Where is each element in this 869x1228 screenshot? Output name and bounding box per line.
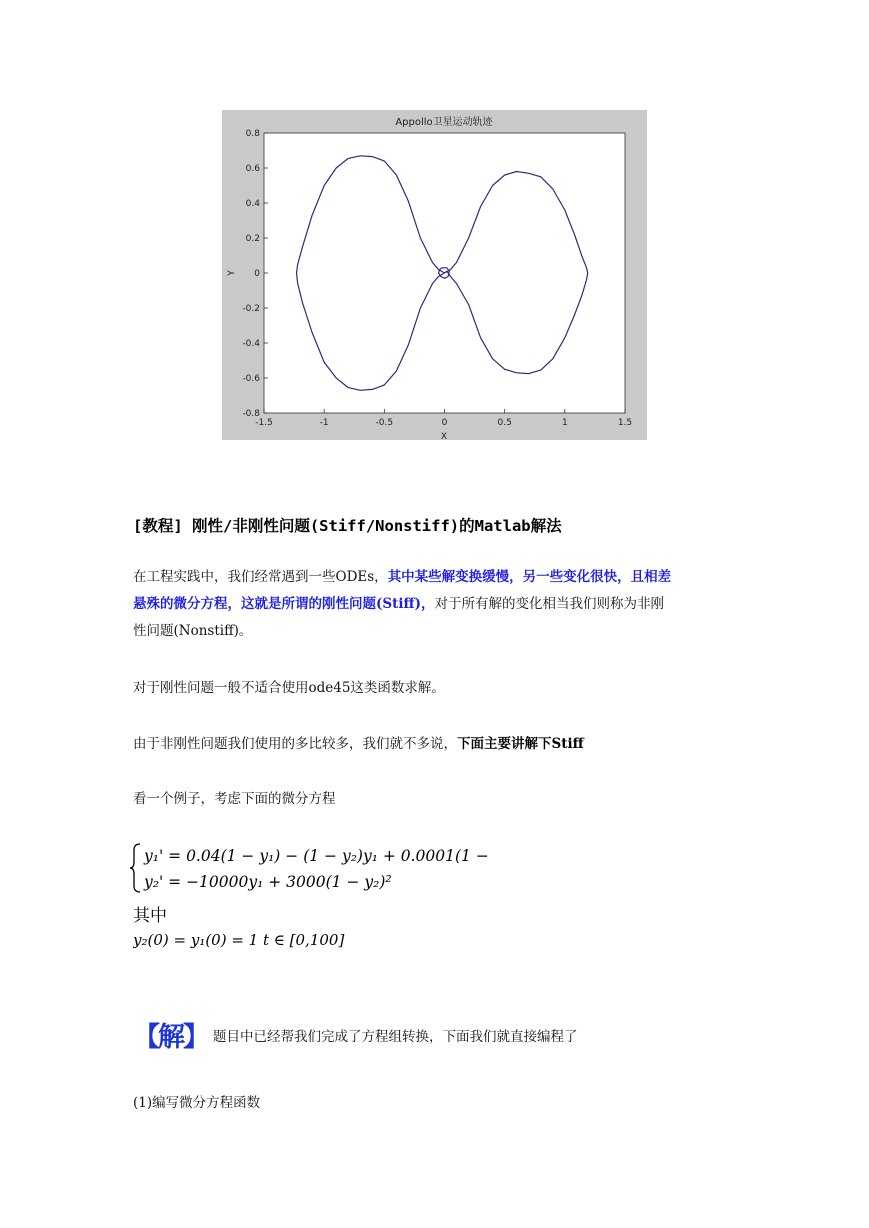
y-tick-label: 0.6 — [245, 164, 260, 174]
condition-svg — [133, 928, 393, 952]
x-tick-label: -1.5 — [255, 418, 273, 428]
intro-line-2 — [133, 591, 743, 618]
intro-line-3: 性问题(Nonstiff)。 — [133, 623, 253, 639]
paragraph-stiff-intro — [133, 564, 743, 645]
solution-mark: 【解】 — [133, 1022, 208, 1053]
chart-title: Appollo卫星运动轨迹 — [395, 117, 493, 128]
y-axis-label: Y — [227, 270, 237, 276]
intro-highlight-2: 悬殊的微分方程，这就是所谓的刚性问题(Stiff)， — [133, 596, 435, 612]
step-1: (1)编写微分方程函数 — [133, 1095, 261, 1111]
x-axis-label: X — [440, 432, 448, 440]
x-tick-label: 1 — [561, 418, 568, 428]
intro-line-1 — [133, 564, 743, 591]
y-tick-label: -0.4 — [242, 339, 260, 349]
paragraph-ode45: 对于刚性问题一般不适合使用ode45这类函数求解。 — [133, 680, 445, 696]
initial-condition — [133, 928, 393, 956]
left-brace-icon — [130, 844, 140, 892]
trajectory-figure — [222, 110, 647, 440]
equation-brace-svg — [130, 840, 490, 896]
paragraph-example: 看一个例子，考虑下面的微分方程 — [133, 791, 336, 807]
equation-2: y₂' = −10000y₁ + 3000(1 − y₂)² — [144, 873, 392, 891]
x-tick-label: 0.5 — [497, 418, 512, 428]
intro-highlight: 其中某些解变换缓慢，另一些变化很快，且相差 — [387, 569, 672, 585]
equation-system — [130, 840, 490, 900]
y-tick-label: 0.8 — [245, 129, 260, 139]
condition-text: y₂(0) = y₁(0) = 1 t ∈ [0,100] — [133, 931, 345, 949]
intro-text-2: 对于所有解的变化相当我们则称为非刚 — [434, 596, 664, 612]
trajectory-chart — [222, 110, 647, 440]
y-tick-label: -0.6 — [242, 374, 260, 384]
y-tick-label: -0.8 — [242, 409, 260, 419]
x-tick-label: -0.5 — [375, 418, 394, 428]
equation-1: y₁' = 0.04(1 − y₁) − (1 − y₂)y₁ + 0.0001(1 − y₂)² — [144, 847, 490, 865]
y-tick-label: 0 — [254, 269, 260, 279]
y-tick-label: -0.2 — [242, 304, 260, 314]
y-tick-label: 0.4 — [245, 199, 260, 209]
x-tick-label: 1.5 — [617, 418, 633, 428]
paragraph-nonstiff — [133, 731, 584, 758]
solution-text: 题目中已经帮我们完成了方程组转换，下面我们就直接编程了 — [213, 1029, 578, 1045]
where-label: 其中 — [133, 906, 167, 926]
y-tick-label: 0.2 — [245, 234, 260, 244]
x-tick-label: 0 — [441, 418, 448, 428]
nonstiff-text: 由于非刚性问题我们使用的多比较多，我们就不多说， — [133, 736, 457, 752]
x-tick-label: -1 — [319, 418, 329, 428]
nonstiff-bold: 下面主要讲解下Stiff — [457, 736, 584, 752]
intro-text: 在工程实践中，我们经常遇到一些ODEs， — [133, 569, 388, 585]
article-heading: [教程] 刚性/非刚性问题(Stiff/Nonstiff)的Matlab解法 — [133, 517, 562, 535]
